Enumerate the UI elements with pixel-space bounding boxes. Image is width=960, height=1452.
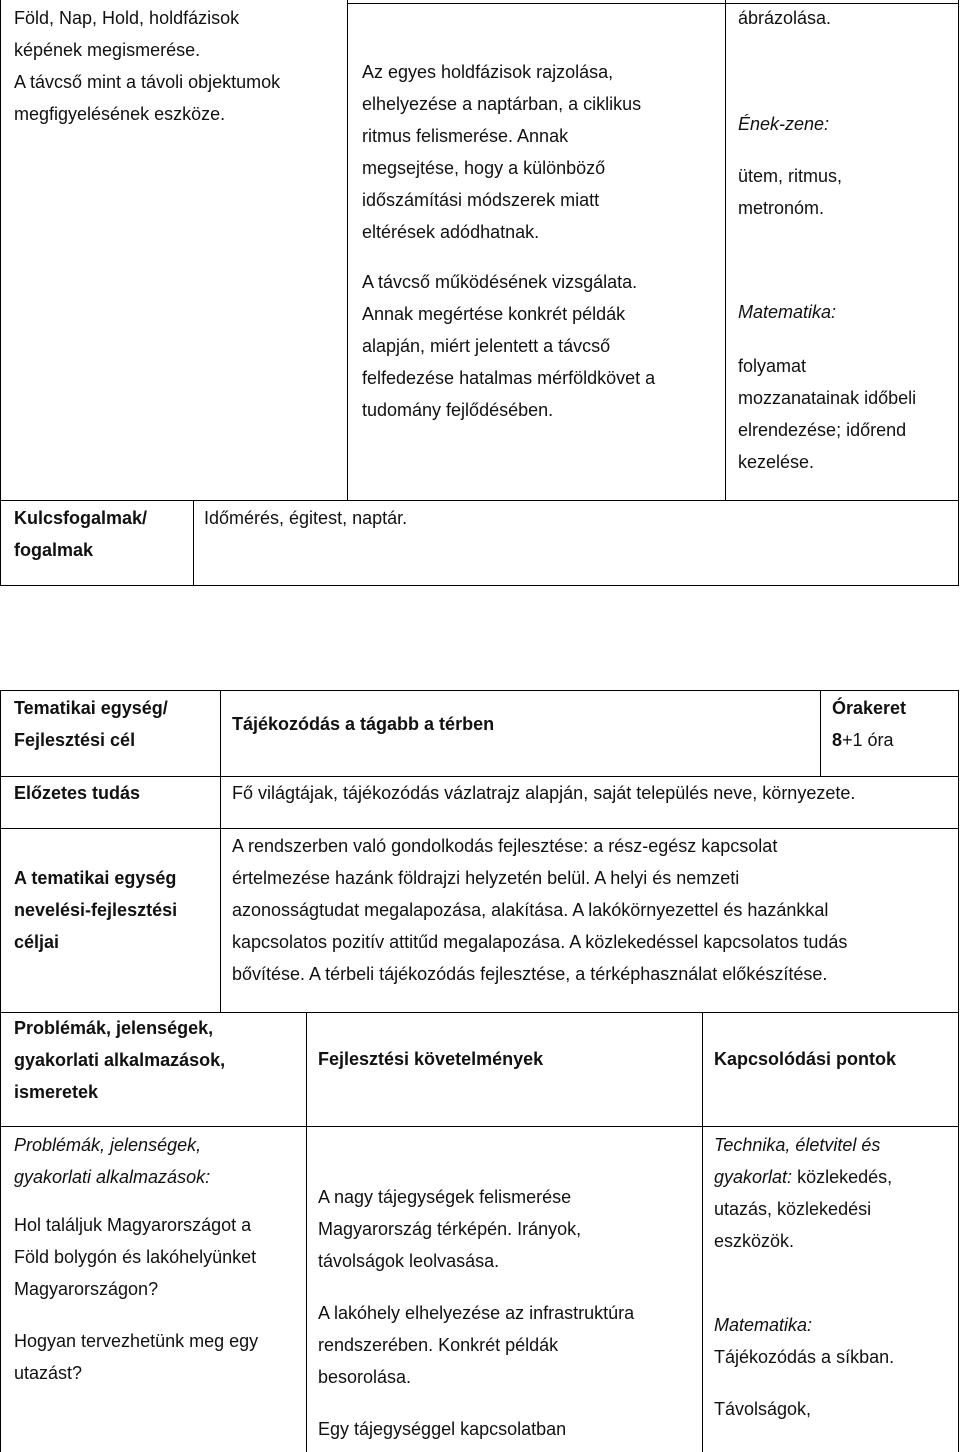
header-problems-line: gyakorlati alkalmazások, bbox=[14, 1050, 226, 1070]
hours-value: 8 bbox=[832, 730, 843, 750]
goals-value bbox=[232, 830, 956, 990]
table1-border-right bbox=[958, 0, 959, 586]
key-label-line: Kulcsfogalmak/ bbox=[14, 508, 148, 528]
table2-border-2 bbox=[0, 828, 959, 829]
topic-line: képének megismerése. bbox=[14, 40, 201, 60]
problems-italic-line: Problémák, jelenségek, bbox=[14, 1135, 202, 1155]
problem-line: utazást? bbox=[14, 1363, 83, 1383]
connection-line: folyamat bbox=[738, 356, 807, 376]
problem-line: Magyarországon? bbox=[14, 1279, 159, 1299]
requirement-line: A távcső működésének vizsgálata. bbox=[362, 272, 638, 292]
unit-label bbox=[14, 692, 214, 756]
table1-border-key bbox=[193, 500, 194, 586]
topic-line: Föld, Nap, Hold, holdfázisok bbox=[14, 8, 240, 28]
unit-label-line: Tematikai egység/ bbox=[14, 698, 168, 718]
requirement-line: Magyarország térképén. Irányok, bbox=[318, 1219, 582, 1239]
key-label-line: fogalmak bbox=[14, 540, 94, 560]
connection-line: ütem, ritmus, bbox=[738, 166, 843, 186]
topic-line: A távcső mint a távoli objektumok bbox=[14, 72, 281, 92]
requirements-cell-b bbox=[362, 266, 722, 426]
connection-line: metronóm. bbox=[738, 198, 825, 218]
goals-label bbox=[14, 862, 214, 958]
table1-border-col3 bbox=[725, 0, 726, 500]
problem-line: Hol találjuk Magyarországot a bbox=[14, 1215, 252, 1235]
requirements-cell-a bbox=[362, 56, 722, 248]
connections-text bbox=[738, 160, 956, 224]
header-problems-line: ismeretek bbox=[14, 1082, 99, 1102]
requirement-line: eltérések adódhatnak. bbox=[362, 222, 540, 242]
connection-line: utazás, közlekedési bbox=[714, 1199, 872, 1219]
header-problems bbox=[14, 1012, 304, 1108]
connection-line: Távolságok, bbox=[714, 1399, 812, 1419]
header-connections: Kapcsolódási pontok bbox=[714, 1049, 897, 1069]
table1-border-bottom bbox=[0, 585, 959, 586]
header-requirements: Fejlesztési követelmények bbox=[318, 1049, 544, 1069]
connections-text: ábrázolása. bbox=[738, 8, 832, 28]
hours-cell bbox=[832, 692, 956, 756]
development-requirements-cell bbox=[318, 1181, 702, 1445]
table2-border-c2 bbox=[306, 1012, 307, 1452]
requirement-line: ritmus felismerése. Annak bbox=[362, 126, 569, 146]
goals-label-line: A tematikai egység bbox=[14, 868, 177, 888]
connection-line: kezelése. bbox=[738, 452, 815, 472]
goals-line: értelmezése hazánk földrajzi helyzetén belül. A helyi és nemzeti bbox=[232, 868, 740, 888]
hours-unit: +1 óra bbox=[842, 730, 894, 750]
table2-border-c3 bbox=[702, 1012, 703, 1452]
goals-line: azonosságtudat megalapozása, alakítása. A lakókörnyezettel és hazánkkal bbox=[232, 900, 829, 920]
subject-math: Matematika: bbox=[738, 302, 837, 322]
table1-border-mid bbox=[0, 500, 959, 501]
requirement-line: alapján, miért jelentett a távcső bbox=[362, 336, 611, 356]
table2-border-4 bbox=[0, 1126, 959, 1127]
goals-line: A rendszerben való gondolkodás fejlesztése: a rész-egész kapcsolat bbox=[232, 836, 778, 856]
key-concepts-label bbox=[14, 502, 189, 566]
goals-label-line: céljai bbox=[14, 932, 60, 952]
table2-border-right bbox=[958, 690, 959, 1452]
table1-border-col2 bbox=[347, 0, 348, 500]
requirement-line: távolságok leolvasása. bbox=[318, 1251, 500, 1271]
problems-italic-line: gyakorlati alkalmazások: bbox=[14, 1167, 211, 1187]
requirement-line: rendszerében. Konkrét példák bbox=[318, 1335, 559, 1355]
subject-music: Ének-zene: bbox=[738, 114, 830, 134]
requirement-line: Az egyes holdfázisok rajzolása, bbox=[362, 62, 614, 82]
topics-cell bbox=[14, 2, 344, 130]
requirement-line: A lakóhely elhelyezése az infrastruktúra bbox=[318, 1303, 635, 1323]
requirement-line: Egy tájegységgel kapcsolatban bbox=[318, 1419, 567, 1439]
connection-line: elrendezése; időrend bbox=[738, 420, 907, 440]
problem-line: Hogyan tervezhetünk meg egy bbox=[14, 1331, 259, 1351]
unit-title: Tájékozódás a tágabb a térben bbox=[232, 714, 495, 734]
header-problems-line: Problémák, jelenségek, bbox=[14, 1018, 214, 1038]
subject-practice: gyakorlat: bbox=[714, 1167, 793, 1187]
problem-line: Föld bolygón és lakóhelyünket bbox=[14, 1247, 257, 1267]
requirement-line: A nagy tájegységek felismerése bbox=[318, 1187, 572, 1207]
goals-label-line: nevelési-fejlesztési bbox=[14, 900, 178, 920]
connection-line: eszközök. bbox=[714, 1231, 795, 1251]
hours-label: Órakeret bbox=[832, 698, 907, 718]
requirement-line: elhelyezése a naptárban, a ciklikus bbox=[362, 94, 642, 114]
connection-line: Tájékozódás a síkban. bbox=[714, 1347, 895, 1367]
connection-points-cell bbox=[714, 1129, 958, 1425]
requirement-line: időszámítási módszerek miatt bbox=[362, 190, 600, 210]
table2-border-top bbox=[0, 690, 959, 691]
goals-line: kapcsolatos pozitív attitűd megalapozása. A közlekedéssel kapcsolatos tudás bbox=[232, 932, 848, 952]
goals-line: bővítése. A térbeli tájékozódás fejlesztése, a térképhasználat előkészítése. bbox=[232, 964, 828, 984]
requirement-line: besorolása. bbox=[318, 1367, 412, 1387]
prior-knowledge-value: Fő világtájak, tájékozódás vázlatrajz alapján, saját település neve, környezete. bbox=[232, 783, 856, 803]
requirement-line: felfedezése hatalmas mérföldkövet a bbox=[362, 368, 656, 388]
key-concepts-value: Időmérés, égitest, naptár. bbox=[204, 508, 408, 528]
requirement-line: tudomány fejlődésében. bbox=[362, 400, 554, 420]
prior-knowledge-label: Előzetes tudás bbox=[14, 783, 141, 803]
connection-line: mozzanatainak időbeli bbox=[738, 388, 917, 408]
requirement-line: Annak megértése konkrét példák bbox=[362, 304, 626, 324]
subject-technology: Technika, életvitel és bbox=[714, 1135, 881, 1155]
unit-label-line: Fejlesztési cél bbox=[14, 730, 136, 750]
topic-line: megfigyelésének eszköze. bbox=[14, 104, 226, 124]
connection-line: közlekedés, bbox=[797, 1167, 893, 1187]
requirement-line: megsejtése, hogy a különböző bbox=[362, 158, 606, 178]
subject-math: Matematika: bbox=[714, 1315, 813, 1335]
table2-border-labels bbox=[220, 690, 221, 1012]
table1-border-left bbox=[0, 0, 1, 586]
connections-text bbox=[738, 350, 956, 478]
table2-border-left bbox=[0, 690, 1, 1452]
problems-cell bbox=[14, 1129, 304, 1389]
table2-border-hours bbox=[820, 690, 821, 776]
